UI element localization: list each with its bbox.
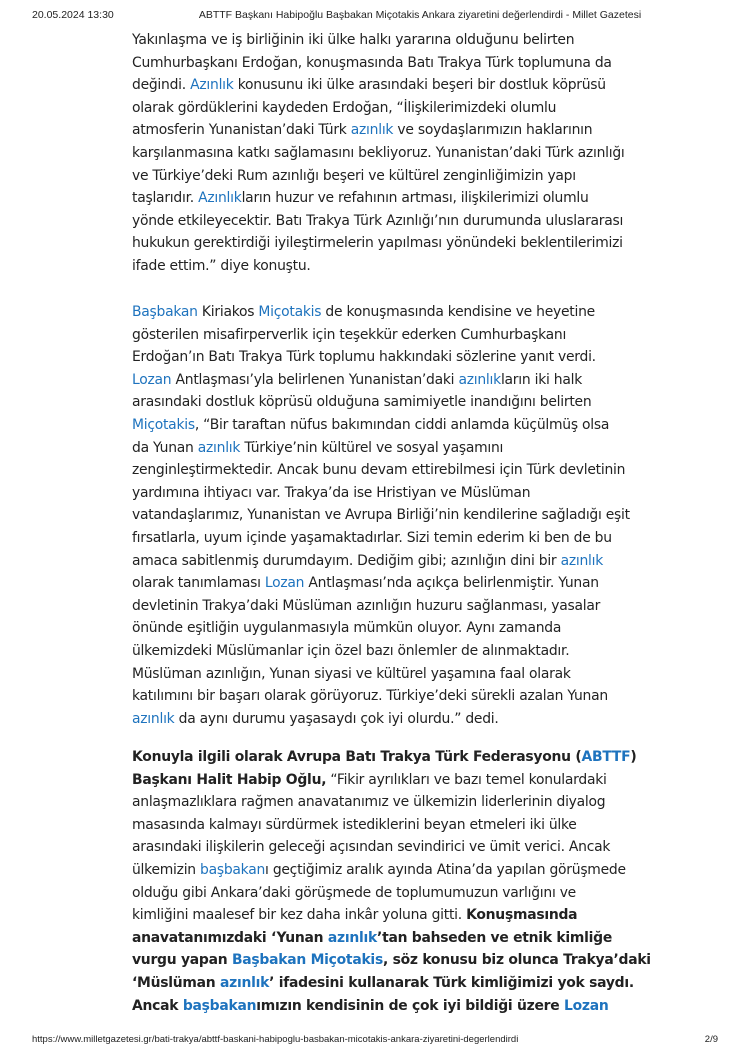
text-segment: Erdoğan’ın Batı Trakya Türk toplumu hakkındaki sözlerine yanıt verdi. (132, 349, 596, 366)
text-segment: olarak tanımlaması (132, 575, 265, 592)
text-segment: da aynı durumu yaşasaydı çok iyi olurdu.” dedi. (174, 710, 499, 727)
inline-link[interactable]: Miçotakis (132, 416, 195, 433)
inline-link[interactable]: azınlık (560, 552, 604, 569)
inline-link[interactable]: azınlık (458, 371, 501, 388)
inline-link[interactable]: Miçotakis (258, 304, 322, 320)
text-segment: masasında kalmayı sürdürmek istediklerini beyan etmeleri iki ülke (132, 816, 577, 833)
text-segment: taşlarıdır. (132, 190, 199, 207)
text-segment: Yakınlaşma ve iş birliğinin iki ülke halkı yararına olduğunu belirten (132, 32, 575, 48)
text-segment: ların iki halk (500, 371, 582, 388)
text-segment: vatandaşlarımız, Yunanistan ve Avrupa Birliği’nin kendilerine sağladığı eşit (132, 507, 630, 524)
inline-link[interactable]: Azınlık (198, 190, 242, 207)
text-segment: arasındaki ilişkilerin geleceği açısından sevindirici ve ümit verici. Ancak (132, 839, 611, 856)
text-line (132, 74, 625, 97)
text-line (132, 972, 651, 995)
inline-link[interactable]: azınlık (327, 929, 378, 946)
inline-link[interactable]: Başbakan (132, 304, 198, 320)
text-line (132, 52, 625, 75)
text-line (132, 769, 651, 792)
print-footer (0, 1034, 750, 1048)
text-segment: Müslüman azınlığın, Yunan siyasi ve kültürel yaşamına faal olarak (132, 665, 571, 682)
text-line (132, 459, 630, 482)
text-line (132, 814, 651, 837)
text-segment: karşılanmasına katkı sağlamasını bekliyoruz. Yunanistan’daki Türk azınlığı (132, 144, 625, 161)
text-segment: “Fikir ayrılıkları ve bazı temel konulardaki (326, 771, 607, 788)
text-line (132, 904, 651, 927)
print-header (0, 9, 750, 23)
text-segment: ların huzur ve refahının artması, ilişkilerimizi olumlu (241, 190, 589, 207)
text-segment: yardımına ihtiyacı var. Trakya’da ise Hristiyan ve Müslüman (132, 484, 531, 501)
text-segment: Kiriakos (197, 304, 259, 320)
inline-link[interactable]: azınlık (350, 122, 394, 139)
text-segment: Türkiye’nin kültürel ve sosyal yaşamını (240, 439, 504, 456)
bold-text: Konuşmasında (466, 907, 578, 924)
text-segment: zenginleştirmektedir. Ancak bunu devam ettirebilmesi için Türk devletinin (132, 462, 626, 479)
inline-link[interactable]: azınlık (132, 710, 175, 727)
text-segment: atmosferin Yunanistan’daki Türk (132, 122, 351, 139)
article-paragraph (132, 746, 651, 1017)
bold-text: Konuyla ilgili olarak Avrupa Batı Trakya Türk Federasyonu ( (132, 749, 582, 765)
text-line (132, 29, 625, 52)
text-line (132, 437, 630, 460)
text-segment: fırsatlarla, uyum içinde yaşamaktadırlar. Sizi temin ederim ki ben de bu (132, 529, 612, 546)
text-segment: arasındaki dostluk köprüsü olduğuna samimiyetle inandığını belirten (132, 394, 592, 411)
text-segment: Antlaşması’nda açıkça belirlenmiştir. Yunan (304, 575, 599, 592)
text-segment: olduğu gibi Ankara’daki görüşmede de toplumumuzun varlığını ve (132, 884, 576, 901)
text-line (132, 165, 625, 188)
text-line (132, 391, 630, 414)
text-line (132, 346, 630, 369)
text-line (132, 414, 630, 437)
text-line (132, 369, 630, 392)
text-line (132, 550, 630, 573)
text-segment: önünde eşitliğin uygulanmasıyla mümkün oluyor. Aynı zamanda (132, 620, 562, 637)
text-line (132, 232, 625, 255)
text-line (132, 995, 651, 1018)
text-line (132, 949, 651, 972)
text-line (132, 187, 625, 210)
text-line (132, 836, 651, 859)
bold-text: ımızın kendisinin de çok iyi bildiği üzere (256, 997, 565, 1014)
bold-text: vurgu yapan (132, 952, 232, 969)
text-segment: Antlaşması’yla belirlenen Yunanistan’daki (171, 371, 459, 388)
text-line (132, 142, 625, 165)
text-segment: anlaşmazlıklara rağmen anavatanımız ve ülkemizin liderlerinin diyalog (132, 794, 606, 811)
text-line (132, 255, 625, 278)
bold-text: Başkanı Halit Habip Oğlu, (132, 771, 327, 788)
inline-link[interactable]: Azınlık (190, 77, 234, 94)
text-segment: Cumhurbaşkanı Erdoğan, konuşmasında Batı Trakya Türk toplumuna da (132, 54, 612, 71)
text-line (132, 119, 625, 142)
text-segment: ı geçtiğimiz aralık ayında Atina’da yapılan görüşmede (265, 861, 626, 878)
text-line (132, 640, 630, 663)
text-line (132, 663, 630, 686)
text-line (132, 324, 630, 347)
text-segment: amaca sabitlenmiş durumdayım. Dediğim gibi; azınlığın dini bir (132, 552, 561, 569)
text-segment: ve Türkiye’deki Rum azınlığı beşeri ve kültürel zenginliğimizin yapı (132, 167, 576, 184)
text-line (132, 927, 651, 950)
text-line (132, 746, 651, 769)
text-segment: katılımını bir başarı olarak görüyoruz. Türkiye’deki sürekli azalan Yunan (132, 688, 608, 705)
text-line (132, 527, 630, 550)
text-line (132, 210, 625, 233)
text-line (132, 859, 651, 882)
bold-text: Ancak (132, 997, 183, 1014)
print-page-title: ABTTF Başkanı Habipoğlu Başbakan Miçotakis Ankara ziyaretini değerlendirdi - Millet Gazetesi (198, 9, 642, 21)
text-line (132, 685, 630, 708)
inline-link[interactable]: Lozan (264, 575, 305, 592)
print-url: https://www.milletgazetesi.gr/bati-trakya/abttf-baskani-habipoglu-basbakan-micotakis-ankara-ziyaretini-degerlendirdi (32, 1034, 519, 1045)
text-segment: gösterilen misafirperverlik için teşekkür ederken Cumhurbaşkanı (132, 326, 567, 343)
bold-text: anavatanımızdaki ‘Yunan (132, 929, 328, 946)
inline-link[interactable]: Başbakan Miçotakis (231, 952, 383, 969)
text-line (132, 504, 630, 527)
page-indicator: 2/9 (704, 1034, 718, 1045)
inline-link[interactable]: Lozan (132, 371, 172, 388)
text-segment: ve soydaşlarımızın haklarının (393, 122, 593, 139)
text-segment: kimliğini maalesef bir kez daha inkâr yoluna gitti. (132, 907, 467, 924)
text-segment: olarak gördüklerini kaydeden Erdoğan, “İlişkilerimizdeki olumlu (132, 99, 557, 116)
text-line (132, 595, 630, 618)
text-segment: da Yunan (132, 439, 198, 456)
article-paragraph (132, 29, 625, 278)
inline-link[interactable]: ABTTF (581, 749, 631, 765)
text-line (132, 301, 630, 324)
bold-text: , söz konusu biz olunca Trakya’daki (382, 952, 651, 969)
text-line (132, 882, 651, 905)
text-line (132, 708, 630, 731)
inline-link[interactable]: başbakan (200, 861, 266, 878)
text-line (132, 97, 625, 120)
bold-text: ’tan bahseden ve etnik kimliğe (377, 929, 613, 946)
inline-link[interactable]: Lozan (564, 997, 609, 1014)
text-segment: ifade ettim.” diye konuştu. (132, 257, 311, 274)
inline-link[interactable]: azınlık (219, 974, 270, 991)
inline-link[interactable]: azınlık (197, 439, 241, 456)
text-segment: hukukun gerektirdiği iyileştirmelerin yapılması yönündeki beklentilerimizi (132, 235, 623, 252)
text-line (132, 791, 651, 814)
inline-link[interactable]: başbakan (182, 997, 257, 1014)
text-line (132, 572, 630, 595)
text-line (132, 617, 630, 640)
bold-text: ) (630, 749, 637, 765)
text-segment: ülkemizin (132, 861, 201, 878)
text-segment: ülkemizdeki Müslümanlar için özel bazı önlemler de alınmaktadır. (132, 642, 570, 659)
bold-text: ’ ifadesini kullanarak Türk kimliğimizi yok saydı. (269, 974, 634, 991)
text-segment: değindi. (132, 77, 191, 94)
text-line (132, 482, 630, 505)
article-paragraph (132, 301, 630, 730)
text-segment: de konuşmasında kendisine ve heyetine (321, 304, 595, 320)
text-segment: yönde etkileyecektir. Batı Trakya Türk Azınlığı’nın durumunda uluslararası (132, 212, 624, 229)
bold-text: ‘Müslüman (132, 974, 220, 991)
text-segment: devletinin Trakya’daki Müslüman azınlığın huzuru sağlanması, yasalar (132, 597, 601, 614)
text-segment: konusunu iki ülke arasındaki beşeri bir dostluk köprüsü (233, 77, 606, 94)
print-date: 20.05.2024 13:30 (32, 9, 114, 21)
text-segment: , “Bir taraftan nüfus bakımından ciddi anlamda küçülmüş olsa (194, 416, 610, 433)
